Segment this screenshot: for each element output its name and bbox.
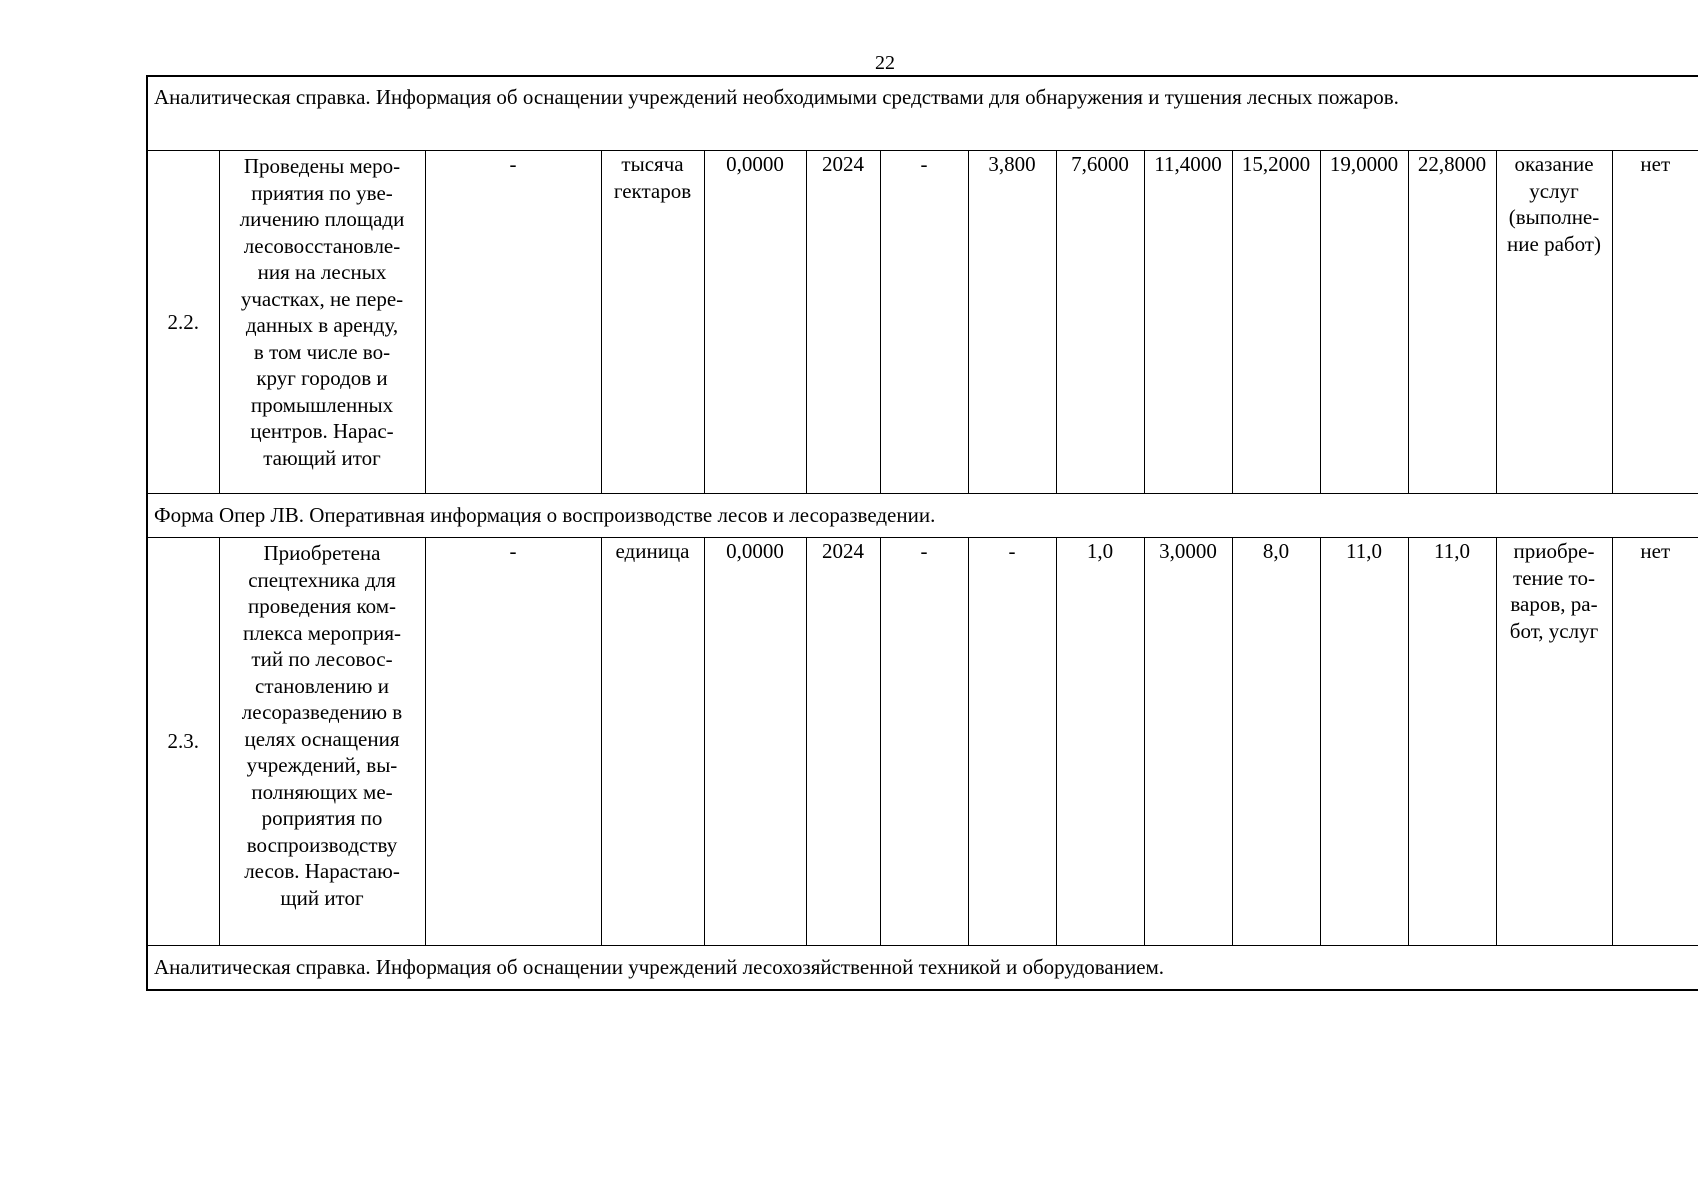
result-type: оказание услуг (выполне- ние работ) (1496, 151, 1612, 494)
unit: тысяча гектаров (601, 151, 704, 494)
value-cell: 8,0 (1232, 538, 1320, 946)
section-analytic-tech: Аналитическая справка. Информация об оснащении учреждений лесохозяйственной техникой и оборудованием. (147, 946, 1698, 991)
indicators-table (146, 75, 1698, 991)
value-cell: - (968, 538, 1056, 946)
value-cell: 1,0 (1056, 538, 1144, 946)
section-form-oper: Форма Опер ЛВ. Оперативная информация о воспроизводстве лесов и лесоразведении. (147, 494, 1698, 538)
unit: единица (601, 538, 704, 946)
value-cell: 11,0 (1320, 538, 1408, 946)
base-year: 2024 (806, 151, 880, 494)
value-cell: 3,0000 (1144, 538, 1232, 946)
base-value: 0,0000 (704, 151, 806, 494)
value-cell: 3,800 (968, 151, 1056, 494)
row-number: 2.3. (147, 538, 219, 946)
indicator-name: Проведены меро- приятия по уве- личению площади лесовосстановле- ния на лесных участках, не пере- данных в аренду, в том числе во- круг городов и промышленных центров. Нарас- тающий итог (219, 151, 425, 494)
section-row (147, 946, 1698, 991)
value-cell: 7,6000 (1056, 151, 1144, 494)
value-cell: - (880, 151, 968, 494)
cell-dash: - (425, 151, 601, 494)
indicator-name: Приобретена спецтехника для проведения ком- плекса мероприя- тий по лесовос- становлению и лесоразведению в целях оснащения учреждений, вы- полняющих ме- роприятия по воспроизводству лесов. Нарастаю- щий итог (219, 538, 425, 946)
section-analytic-fire: Аналитическая справка. Информация об оснащении учреждений необходимыми средствами для обнаружения и тушения лесных пожаров. (147, 76, 1698, 151)
value-cell: - (880, 538, 968, 946)
flag-cell: нет (1612, 151, 1698, 494)
table-row (147, 538, 1698, 946)
result-type: приобре- тение то- варов, ра- бот, услуг (1496, 538, 1612, 946)
value-cell: 11,0 (1408, 538, 1496, 946)
value-cell: 22,8000 (1408, 151, 1496, 494)
flag-cell: нет (1612, 538, 1698, 946)
value-cell: 11,4000 (1144, 151, 1232, 494)
value-cell: 15,2000 (1232, 151, 1320, 494)
cell-dash: - (425, 538, 601, 946)
value-cell: 19,0000 (1320, 151, 1408, 494)
section-row (147, 76, 1698, 151)
table-row (147, 151, 1698, 494)
base-year: 2024 (806, 538, 880, 946)
row-number: 2.2. (147, 151, 219, 494)
page-number: 22 (875, 52, 895, 74)
section-row (147, 494, 1698, 538)
base-value: 0,0000 (704, 538, 806, 946)
